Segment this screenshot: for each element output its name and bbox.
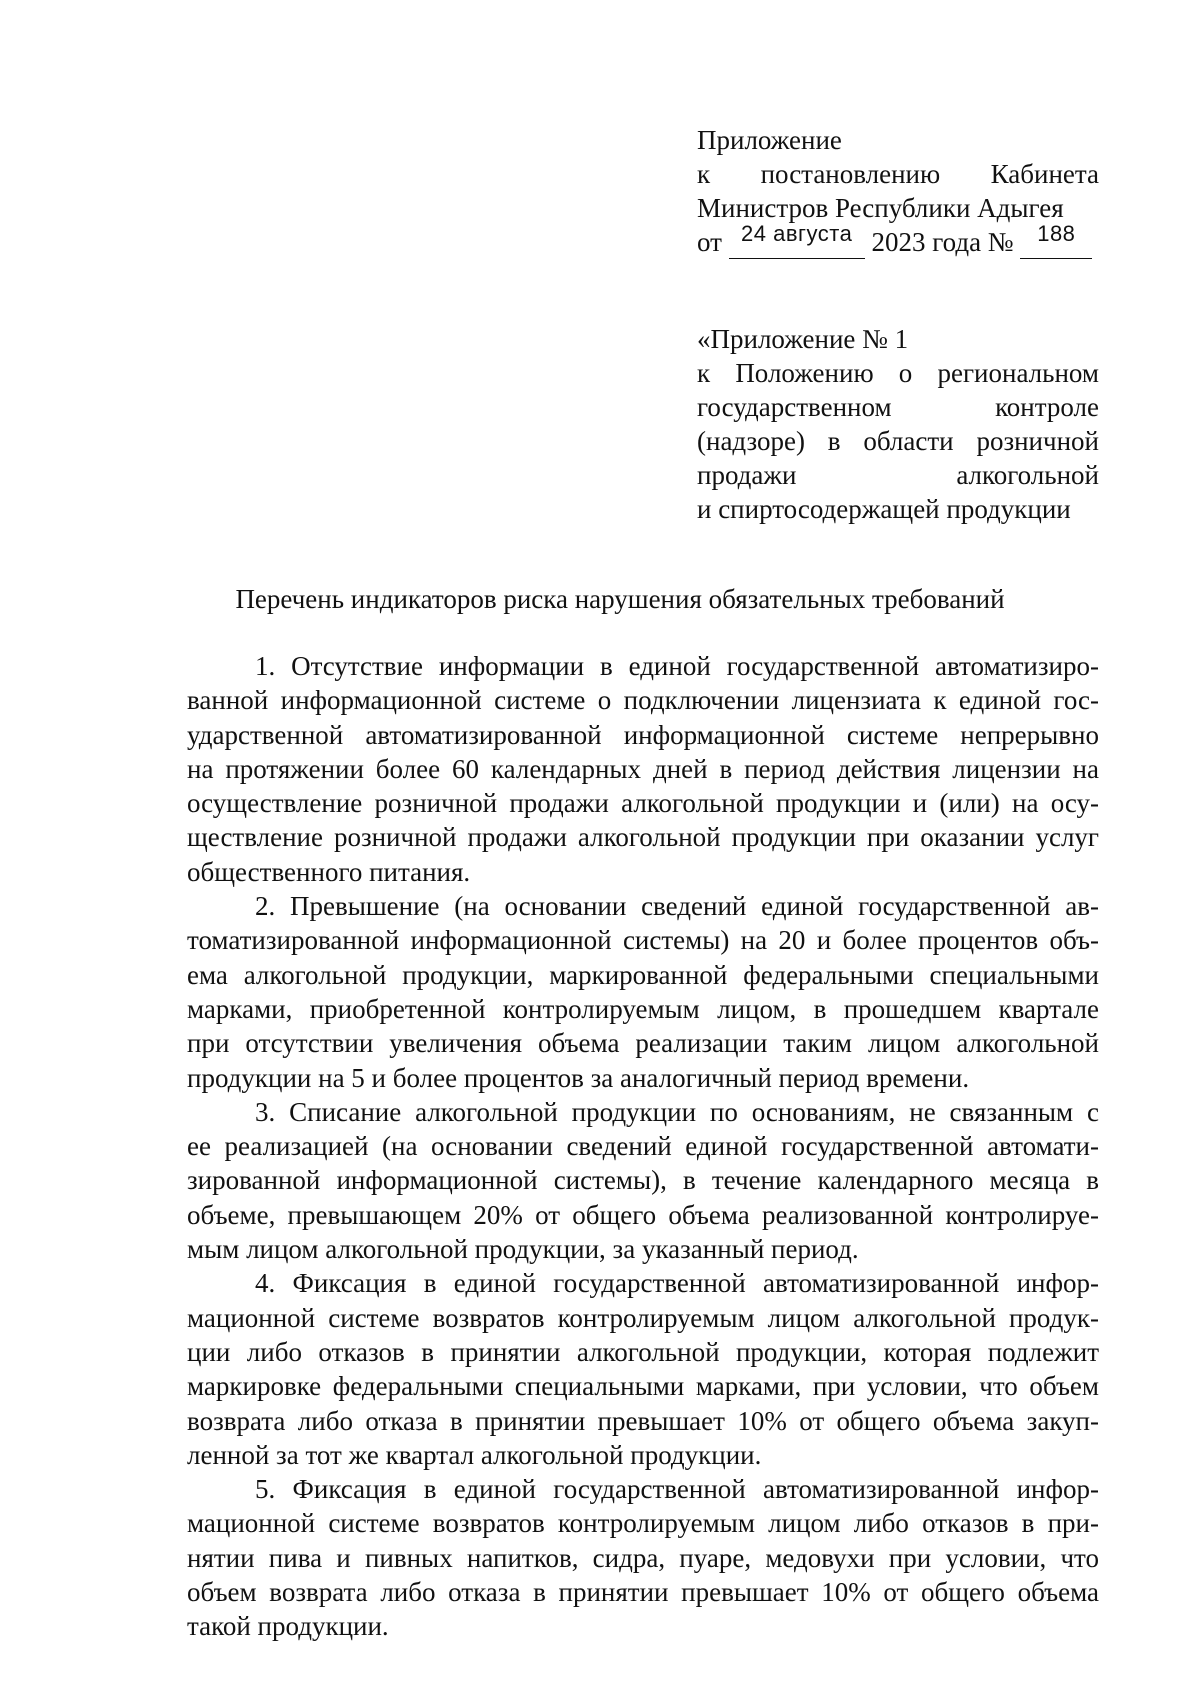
text-line: мационной системе возвратов контролируемым лицом либо отказов в при- [187, 1508, 1099, 1539]
paragraph-5 [187, 1472, 1099, 1643]
paragraph-2 [187, 889, 1099, 1095]
text-line: марками, приобретенной контролируемым лицом, в прошедшем квартале [187, 993, 1099, 1024]
text-line: томатизированной информационной системы) на 20 и более процентов объ- [187, 925, 1099, 956]
header-line-1: Приложение [697, 125, 842, 155]
text-line: 1. Отсутствие информации в единой государственной автоматизиро- [255, 651, 1099, 681]
ref-line-2 [697, 356, 1099, 390]
ref-word: алкогольной [956, 460, 1099, 490]
ref-word: контроле [995, 392, 1099, 422]
appendix-reference [697, 322, 1099, 526]
date-prefix: от [697, 227, 722, 257]
header-word: постановлению [760, 159, 941, 189]
ref-word: государственном [697, 392, 892, 422]
paragraph-1 [187, 649, 1099, 889]
text-line: 3. Списание алкогольной продукции по основаниям, не связанным с [255, 1096, 1099, 1127]
text-line: нятии пива и пивных напитков, сидра, пуаре, медовухи при условии, что [187, 1542, 1099, 1573]
paragraph-3 [187, 1095, 1099, 1266]
ref-word: розничной [976, 426, 1099, 456]
text-line: маркировке федеральными специальными марками, при условии, что объем [187, 1371, 1099, 1402]
text-line: 5. Фиксация в единой государственной автоматизированной инфор- [255, 1474, 1099, 1505]
text-line: на протяжении более 60 календарных дней в период действия лицензии на [187, 753, 1099, 784]
text-line: ударственной автоматизированной информационной системе непрерывно [187, 719, 1099, 750]
text-line: объем возврата либо отказа в принятии превышает 10% от общего объема [187, 1577, 1099, 1608]
ref-line-3 [697, 390, 1099, 424]
text-line: общественного питания. [187, 856, 471, 887]
ref-word: Положению [735, 358, 874, 388]
year-text: 2023 года № [871, 227, 1014, 257]
text-line: мационной системе возвратов контролируемым лицом алкогольной продук- [187, 1302, 1099, 1333]
ref-word: области [863, 426, 954, 456]
header-word: к [697, 159, 711, 189]
text-line: ленной за тот же квартал алкогольной продукции. [187, 1439, 762, 1470]
text-line: мым лицом алкогольной продукции, за указанный период. [187, 1234, 859, 1265]
text-line: зированной информационной системы), в течение календарного месяца в [187, 1165, 1099, 1196]
ref-word: продажи [697, 460, 797, 490]
ref-line-1: «Приложение № 1 [697, 324, 909, 354]
ref-word: в [827, 426, 841, 456]
text-line: ции либо отказов в принятии алкогольной продукции, которая подлежит [187, 1336, 1099, 1367]
paragraph-4 [187, 1266, 1099, 1472]
ref-line-5 [697, 458, 1099, 492]
handwritten-date: 24 августа [741, 221, 853, 246]
header-word: Кабинета [990, 159, 1099, 189]
date-blank [729, 221, 865, 259]
text-line: такой продукции. [187, 1611, 389, 1642]
ref-word: (надзоре) [697, 426, 805, 456]
header-line-2 [697, 157, 1099, 191]
ref-word: региональном [937, 358, 1099, 388]
header-line-3: Министров Республики Адыгея [697, 193, 1064, 223]
text-line: ема алкогольной продукции, маркированной федеральными специальными [187, 959, 1099, 990]
ref-line-4 [697, 424, 1099, 458]
text-line: ществление розничной продажи алкогольной продукции при оказании услуг [187, 822, 1099, 853]
text-line: объеме, превышающем 20% от общего объема реализованной контролируе- [187, 1199, 1099, 1230]
text-line: ванной информационной системе о подключении лицензиата к единой гос- [187, 685, 1099, 716]
text-line: продукции на 5 и более процентов за аналогичный период времени. [187, 1062, 970, 1093]
ref-line-6: и спиртосодержащей продукции [697, 494, 1071, 524]
ref-word: о [898, 358, 913, 388]
text-line: 2. Превышение (на основании сведений единой государственной ав- [255, 891, 1099, 922]
text-line: при отсутствии увеличения объема реализации таким лицом алкогольной [187, 1028, 1099, 1059]
header-date-line [697, 221, 1099, 259]
text-line: ее реализацией (на основании сведений единой государственной автомати- [187, 1131, 1099, 1162]
ref-word: к [697, 358, 711, 388]
number-blank [1020, 221, 1092, 259]
text-line: возврата либо отказа в принятии превышает 10% от общего объема закуп- [187, 1405, 1099, 1436]
text-line: осуществление розничной продажи алкогольной продукции и (или) на осу- [187, 788, 1099, 819]
handwritten-number: 188 [1037, 221, 1076, 246]
appendix-header [697, 123, 1099, 259]
document-body [187, 649, 1099, 1644]
text-line: 4. Фиксация в единой государственной автоматизированной инфор- [255, 1268, 1099, 1299]
document-title: Перечень индикаторов риска нарушения обязательных требований [235, 584, 1005, 614]
